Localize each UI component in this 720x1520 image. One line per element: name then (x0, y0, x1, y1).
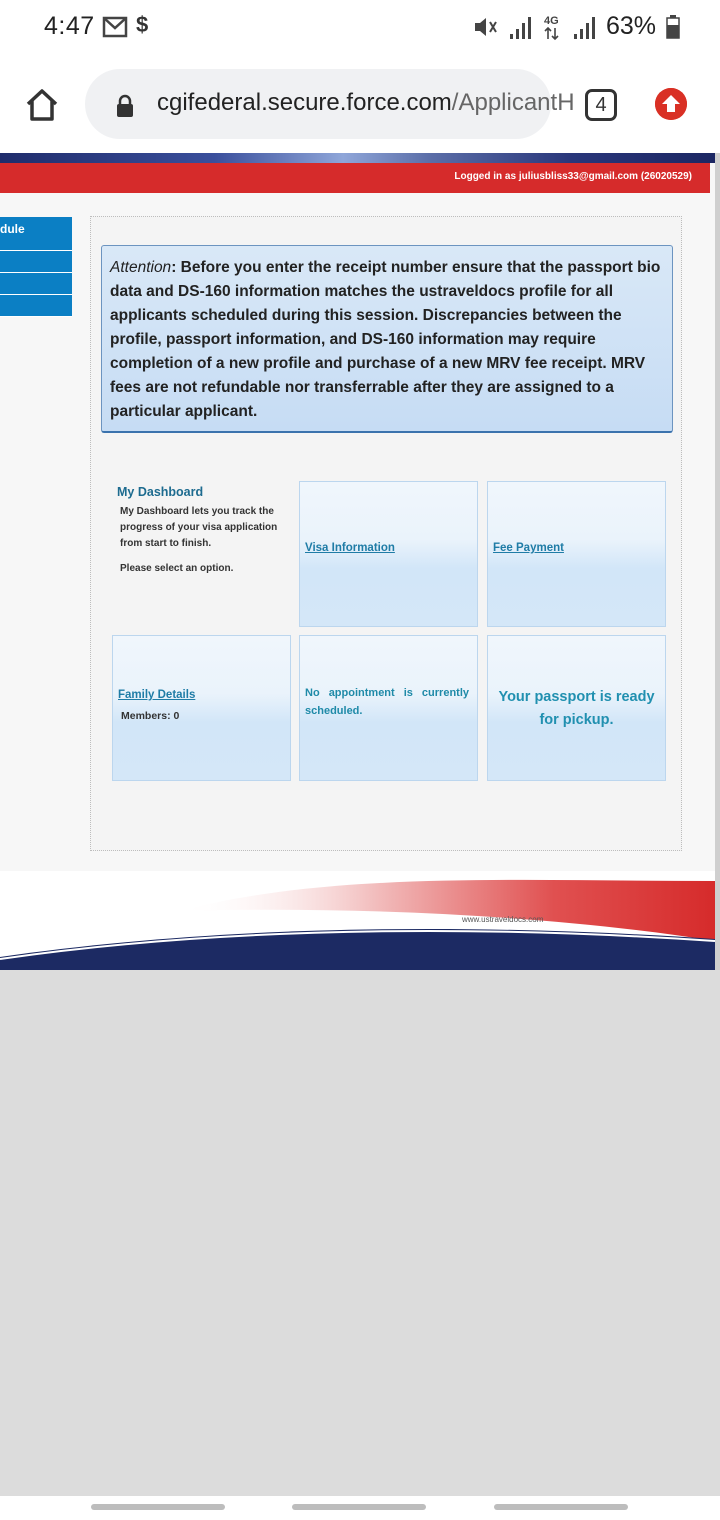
status-bar (0, 0, 720, 56)
svg-text:4G: 4G (543, 14, 559, 27)
passport-status: Your passport is ready for pickup. (498, 689, 655, 728)
page-scrollbar[interactable] (715, 153, 720, 970)
mute-icon (472, 14, 498, 40)
signal-icon-2 (572, 14, 596, 40)
network-4g-icon (542, 13, 562, 41)
attention-label: Attention (110, 259, 172, 276)
browser-toolbar (0, 56, 720, 153)
visa-information-link[interactable]: Visa Information (305, 542, 395, 554)
tile-visa-information[interactable] (299, 481, 478, 627)
nav-back-button[interactable] (494, 1504, 628, 1510)
fee-payment-link[interactable]: Fee Payment (493, 542, 564, 554)
nav-home-button[interactable] (292, 1504, 426, 1510)
main-content (90, 216, 682, 851)
address-bar[interactable] (85, 69, 575, 139)
page-footer (0, 871, 715, 970)
dashboard-intro (117, 485, 297, 574)
tile-family-details[interactable] (112, 635, 291, 781)
lock-icon (115, 94, 135, 118)
family-details-link[interactable]: Family Details (118, 689, 196, 701)
appointment-status: No appointment is currently scheduled. (305, 687, 469, 717)
dashboard-title: My Dashboard (117, 485, 204, 499)
web-page (0, 153, 715, 970)
tile-passport-status (487, 635, 666, 781)
url-path: /ApplicantH (451, 89, 575, 116)
attention-text: : Before you enter the receipt number ensure that the passport bio data and DS-160 information matches the ustraveldocs profile for all applicants scheduled during this session. Discrepancies between the profile, passport information, and DS-160 information may require completion of a new profile and purchase of a new MRV fee receipt. MRV fees are not refundable nor transferrable after they are assigned to a particular applicant. (110, 259, 661, 420)
side-navigation (0, 217, 72, 317)
dashboard-select-prompt: Please select an option. (120, 563, 234, 574)
tile-appointment (299, 635, 478, 781)
sidenav-item-4[interactable] (0, 295, 72, 317)
status-right (472, 12, 680, 41)
header-banner (0, 153, 715, 163)
attention-notice (101, 245, 673, 433)
battery-percent: 63% (605, 12, 656, 40)
sidenav-item-2[interactable] (0, 251, 72, 273)
dashboard-description: My Dashboard lets you track the progress of your visa application from start to finish. (120, 506, 278, 549)
nav-recents-button[interactable] (91, 1504, 225, 1510)
dollar-app-icon: $ (136, 12, 149, 37)
battery-icon (666, 15, 680, 39)
tab-switcher-button[interactable]: 4 (585, 89, 617, 121)
family-members-count: Members: 0 (121, 710, 180, 722)
footer-swoosh (0, 871, 715, 970)
tile-fee-payment[interactable] (487, 481, 666, 627)
update-icon[interactable] (655, 88, 687, 120)
footer-url[interactable]: www.ustraveldocs.com (462, 915, 544, 924)
sidenav-item-schedule[interactable]: dule (0, 217, 72, 251)
system-nav-bar (0, 1496, 720, 1520)
home-icon[interactable] (22, 85, 62, 125)
gmail-icon (103, 17, 127, 37)
url-text[interactable] (157, 89, 575, 117)
status-time: 4:47 (44, 12, 95, 40)
sidenav-item-3[interactable] (0, 273, 72, 295)
signal-icon (508, 14, 532, 40)
logged-in-text: Logged in as juliusbliss33@gmail.com (26020529) (454, 171, 692, 182)
header-bar (0, 163, 710, 193)
url-host: cgifederal.secure.force.com (157, 89, 452, 116)
